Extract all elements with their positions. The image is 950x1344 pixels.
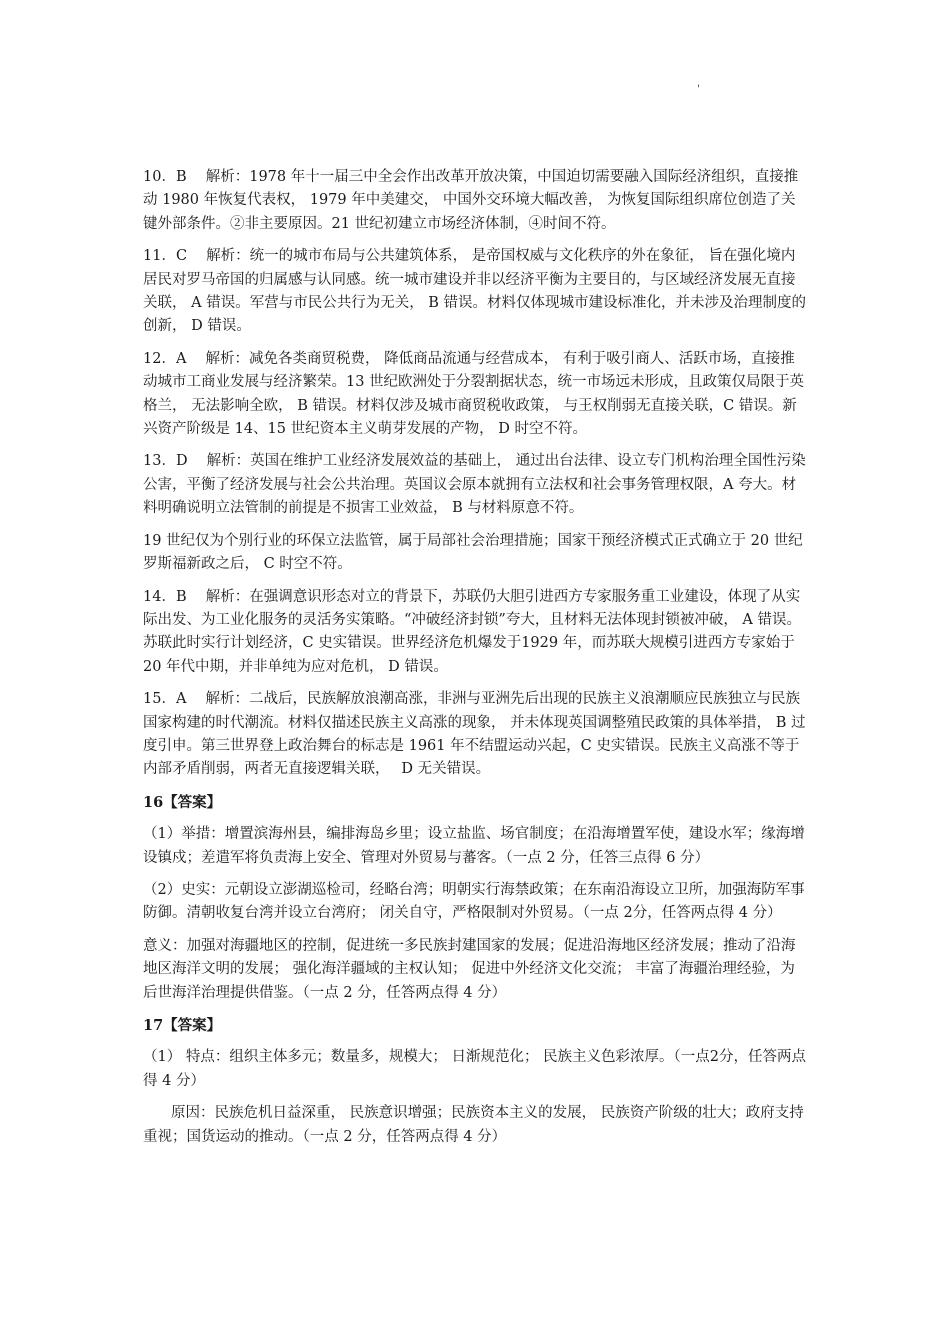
answer-document — [143, 166, 807, 1158]
answer-17-heading: 17【答案】 — [143, 1017, 222, 1034]
answer-15: 15．A 解析：二战后，民族解放浪潮高涨，非洲与亚洲先后出现的民族主义浪潮顺应民族独立与民族国家构建的时代潮流。材料仅描述民族主义高涨的现象， 并未体现英国调整殖民政策的具体举措， B 过度引申。第三世界登上政治舞台的标志是 1961 年不结盟运动兴起，C 史实错误。民族主义高涨不等于内部矛盾削弱，两者无直接逻辑关联， D 无关错误。 — [143, 691, 806, 778]
answer-16-part-1: （1）举措：增置滨海州县，编排海岛乡里；设立盐监、场官制度；在沿海增置军使，建设水军；缘海增设镇戍；差遣军将负责海上安全、管理对外贸易与蕃客。（一点 2 分，任答三点得 6 分） — [143, 826, 805, 866]
answer-16-heading: 16【答案】 — [143, 793, 222, 811]
answer-17-part-1: （1） 特点：组织主体多元；数量多，规模大； 日渐规范化； 民族主义色彩浓厚。（一点2分，任答两点得 4 分） — [143, 1049, 807, 1089]
answer-13: 13．D 解析：英国在维护工业经济发展效益的基础上， 通过出台法律、设立专门机构治理全国性污染公害，平衡了经济发展与社会公共治理。英国议会原本就拥有立法权和社会事务管理权限，A 夸大。材料明确说明立法管制的前提是不损害工业效益， B 与材料原意不符。 — [143, 453, 806, 517]
answer-14: 14．B 解析：在强调意识形态对立的背景下，苏联仍大胆引进西方专家服务重工业建设，体现了从实际出发、为工业化服务的灵活务实策略。“冲破经济封锁”夸大，且材料无法体现封锁被冲破， A 错误。苏联此时实行计划经济，C 史实错误。世界经济危机爆发于1929 年，而苏联大规模引进西方专家始于 20 年代中期，并非单纯为应对危机， D 错误。 — [143, 588, 802, 675]
answer-10: 10．B 解析：1978 年十一届三中全会作出改革开放决策，中国迫切需要融入国际经济组织，直接推动 1980 年恢复代表权， 1979 年中美建交， 中国外交环境大幅改善， 为恢复国际组织席位创造了关键外部条件。②非主要原因。21 世纪初建立市场经济体制，④时间不符。 — [143, 169, 799, 232]
answer-16-significance: 意义：加强对海疆地区的控制，促进统一多民族封建国家的发展；促进沿海地区经济发展；推动了沿海地区海洋文明的发展； 强化海洋疆域的主权认知； 促进中外经济文化交流； 丰富了海疆治理经验，为后世海洋治理提供借鉴。（一点 2 分，任答两点得 4 分） — [143, 937, 796, 1001]
page-mark: ' — [697, 84, 700, 95]
answer-12: 12．A 解析：减免各类商贸税费， 降低商品流通与经营成本， 有利于吸引商人、活跃市场，直接推动城市工商业发展与经济繁荣。13 世纪欧洲处于分裂割据状态，统一市场远未形成，且政策仅局限于英格兰， 无法影响全欧， B 错误。材料仅涉及城市商贸税收政策， 与王权削弱无直接关联，C 错误。新兴资产阶级是 14、15 世纪资本主义萌芽发展的产物， D 时空不符。 — [143, 350, 805, 438]
answer-16-part-2: （2）史实：元朝设立澎湖巡检司，经略台湾；明朝实行海禁政策；在东南沿海设立卫所，加强海防军事防御。清朝收复台湾并设立台湾府； 闭关自守，严格限制对外贸易。（一点 2分，任答两点得 4 分） — [143, 881, 805, 922]
answer-17-reasons: 原因：民族危机日益深重， 民族意识增强；民族资本主义的发展， 民族资产阶级的壮大；政府支持重视；国货运动的推动。（一点 2 分，任答两点得 4 分） — [143, 1105, 804, 1145]
answer-13-continued: 19 世纪仅为个别行业的环保立法监管，属于局部社会治理措施；国家干预经济模式正式确立于 20 世纪罗斯福新政之后， C 时空不符。 — [143, 532, 803, 573]
answer-11: 11．C 解析：统一的城市布局与公共建筑体系， 是帝国权威与文化秩序的外在象征， 旨在强化境内居民对罗马帝国的归属感与认同感。统一城市建设并非以经济平衡为主要目的，与区域经济发展无直接关联， A 错误。军营与市民公共行为无关， B 错误。材料仅体现城市建设标准化，并未涉及治理制度的创新， D 错误。 — [143, 248, 807, 335]
